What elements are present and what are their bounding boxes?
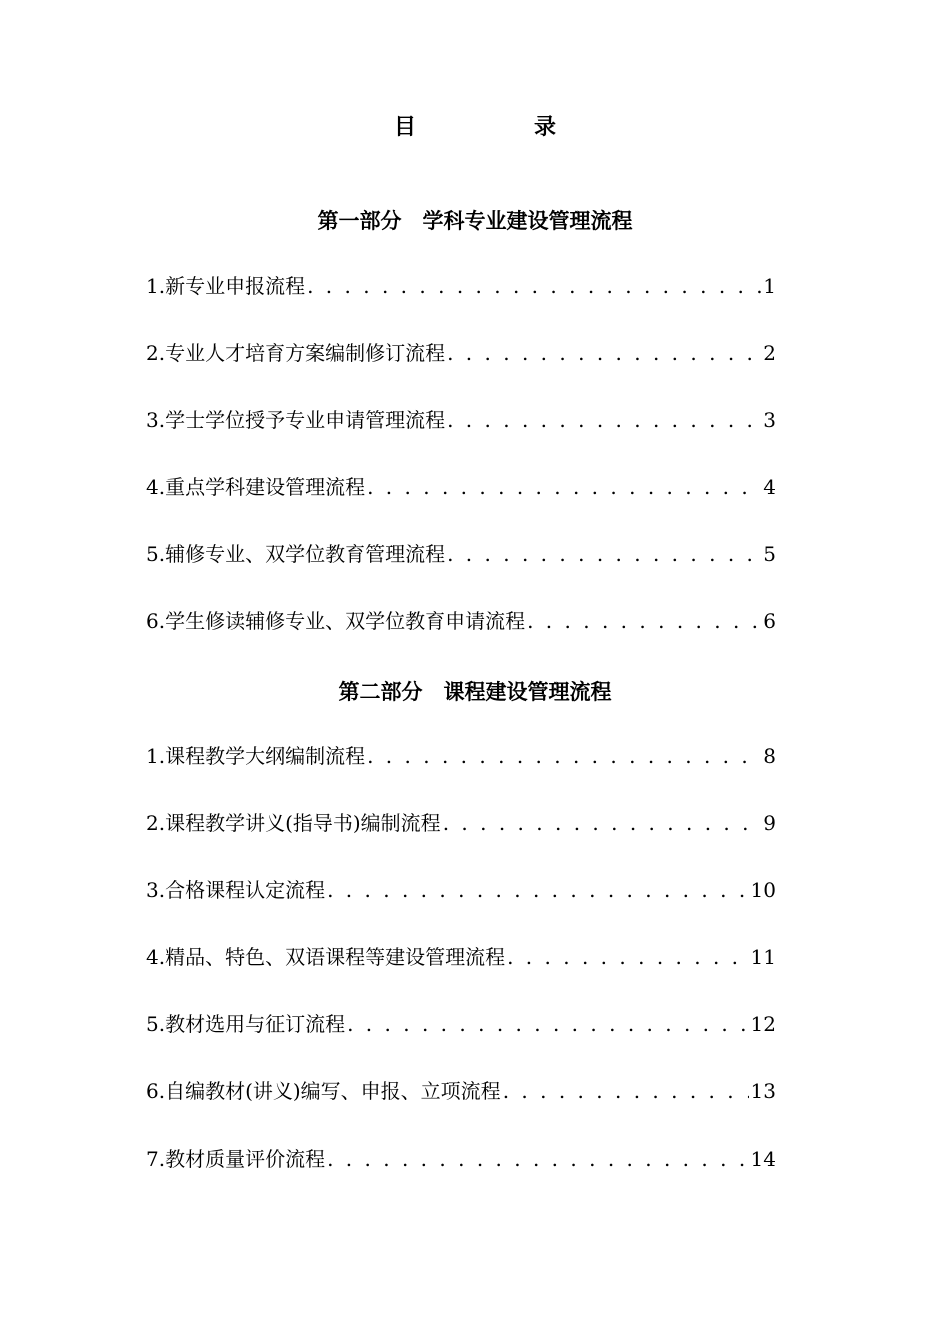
toc-entry[interactable] [146, 606, 776, 636]
toc-entry[interactable] [146, 808, 776, 838]
toc-entry-page-number: 13 [750, 1079, 776, 1103]
toc-leader-dots [447, 338, 761, 368]
toc-entry-page-number: 14 [750, 1147, 776, 1171]
toc-entry-page-number: 1 [763, 274, 776, 298]
toc-entry[interactable] [146, 472, 776, 502]
toc-leader-dots [367, 741, 761, 771]
toc-leader-dots [367, 472, 761, 502]
toc-entry[interactable] [146, 1144, 776, 1174]
toc-entry-page-number: 12 [750, 1012, 776, 1036]
toc-entry-label: 2.课程教学讲义(指导书)编制流程 [146, 811, 441, 835]
toc-leader-dots [447, 405, 761, 435]
toc-entry-page-number: 9 [763, 811, 776, 835]
toc-entry[interactable] [146, 539, 776, 569]
toc-entry-page-number: 11 [750, 945, 776, 969]
toc-title: 目 录 [393, 115, 604, 140]
toc-entry-page-number: 6 [763, 609, 776, 633]
toc-leader-dots [447, 539, 761, 569]
toc-entry-label: 6.学生修读辅修专业、双学位教育申请流程 [146, 609, 526, 633]
toc-entry-page-number: 2 [763, 341, 776, 365]
toc-entry-label: 3.合格课程认定流程 [146, 878, 326, 902]
toc-entry-page-number: 5 [763, 542, 776, 566]
toc-entry[interactable] [146, 1076, 776, 1106]
toc-entry[interactable] [146, 741, 776, 771]
toc-entry-label: 5.辅修专业、双学位教育管理流程 [146, 542, 446, 566]
toc-leader-dots [327, 1144, 748, 1174]
toc-leader-dots [327, 875, 748, 905]
toc-entry-page-number: 4 [763, 475, 776, 499]
toc-entry-label: 1.课程教学大纲编制流程 [146, 744, 366, 768]
toc-leader-dots [347, 1009, 748, 1039]
toc-leader-dots [307, 271, 761, 301]
toc-entry-label: 1.新专业申报流程 [146, 274, 306, 298]
toc-entry-label: 7.教材质量评价流程 [146, 1147, 326, 1171]
toc-entry-page-number: 10 [750, 878, 776, 902]
toc-entry-label: 4.精品、特色、双语课程等建设管理流程 [146, 945, 506, 969]
toc-entry-label: 3.学士学位授予专业申请管理流程 [146, 408, 446, 432]
toc-entry[interactable] [146, 405, 776, 435]
toc-leader-dots [443, 808, 762, 838]
toc-entry[interactable] [146, 271, 776, 301]
toc-entry-label: 2.专业人才培育方案编制修订流程 [146, 341, 446, 365]
section-heading-part-1: 第一部分 学科专业建设管理流程 [317, 209, 633, 233]
toc-entry-label: 4.重点学科建设管理流程 [146, 475, 366, 499]
toc-leader-dots [507, 942, 748, 972]
toc-leader-dots [503, 1076, 749, 1106]
toc-entry[interactable] [146, 338, 776, 368]
section-heading-part-2: 第二部分 课程建设管理流程 [338, 680, 612, 704]
toc-entry-label: 5.教材选用与征订流程 [146, 1012, 346, 1036]
toc-entry-page-number: 8 [763, 744, 776, 768]
toc-entry[interactable] [146, 942, 776, 972]
toc-entry[interactable] [146, 875, 776, 905]
toc-leader-dots [527, 606, 761, 636]
toc-entry-label: 6.自编教材(讲义)编写、申报、立项流程 [146, 1079, 501, 1103]
toc-entry[interactable] [146, 1009, 776, 1039]
toc-entry-page-number: 3 [763, 408, 776, 432]
